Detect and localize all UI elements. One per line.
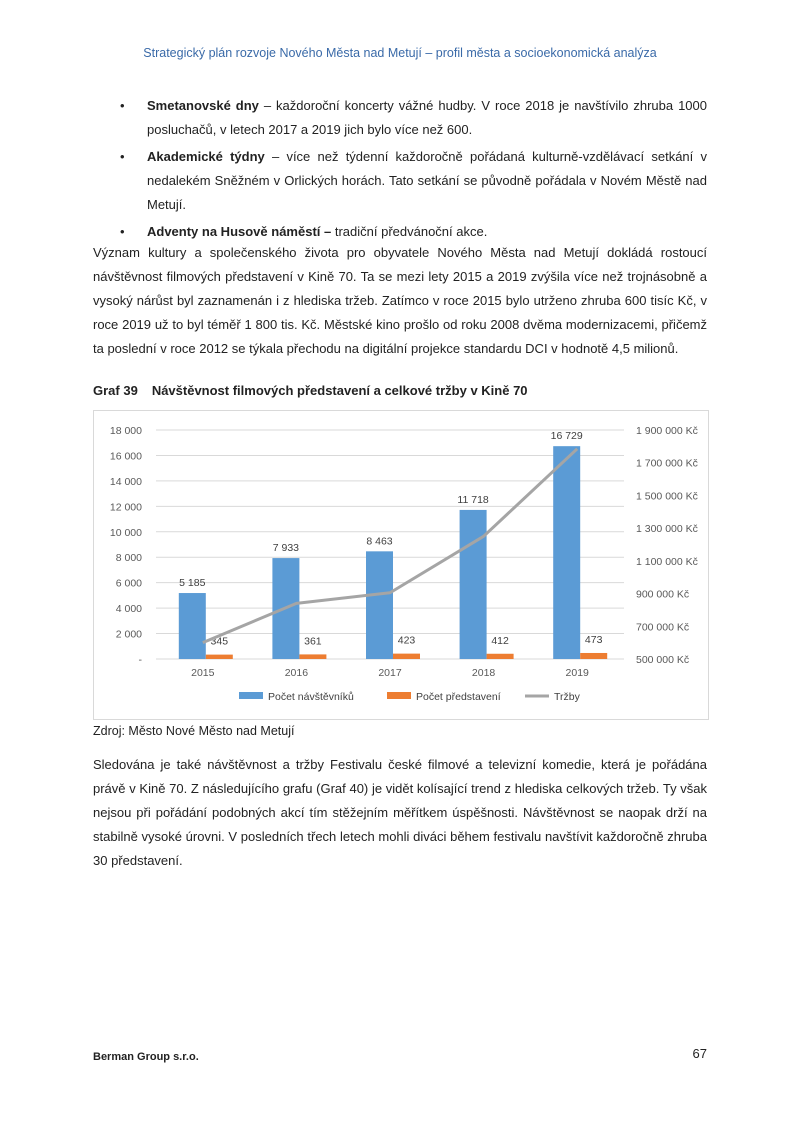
x-tick-label: 2017 (378, 667, 402, 679)
x-tick-label: 2018 (471, 667, 496, 679)
bar-shows (393, 654, 420, 659)
data-label-visitors: 7 933 (272, 542, 300, 555)
y-right-tick-label: 1 100 000 Kč (636, 555, 698, 568)
bar-visitors (179, 593, 206, 659)
bullet-text: tradiční předvánoční akce. (331, 224, 488, 239)
legend-swatch-visitors (239, 692, 263, 699)
bar-shows (487, 654, 514, 659)
bullet-title: Adventy na Husově náměstí – (147, 224, 332, 239)
y-left-tick-label: 16 000 (109, 450, 142, 463)
y-right-tick-label: 1 900 000 Kč (636, 425, 698, 437)
y-left-tick-label: 18 000 (109, 425, 142, 437)
y-left-tick-label: 14 000 (109, 475, 142, 488)
y-right-tick-label: 1 700 000 Kč (636, 457, 698, 470)
y-left-tick-label: 4 000 (115, 603, 142, 616)
legend-label: Počet představení (416, 691, 501, 703)
data-label-shows: 473 (584, 633, 603, 646)
bar-shows (580, 653, 607, 659)
paragraph-festival: Sledována je také návštěvnost a tržby Festivalu české filmové a televizní komedie, která je pořádána právě v Kině 70. Z následujícího grafu (Graf 40) je vidět kolísající trend z hlediska celkových tržeb. Ty však nejsou při pořádání podobných akcí tím stěžejním měřítkem úspěšnosti. Návštěvnost se naopak drží na stabilně vysoké úrovni. V posledních třech letech mohli diváci během festivalu navštívit každoročně zhruba 30 představení. (93, 757, 707, 868)
data-label-shows: 345 (210, 635, 229, 648)
bar-visitors (366, 551, 393, 659)
legend-label: Tržby (554, 691, 580, 703)
chart-container (93, 410, 709, 720)
bullet-item (93, 94, 707, 142)
page-number: 67 (692, 1046, 707, 1061)
bar-shows (206, 655, 233, 659)
bullet-text: – každoroční koncerty vážné hudby. V roce 2018 je navštívilo zhruba 1000 posluchačů, v letech 2017 a 2019 jich bylo více než 600. (147, 98, 707, 137)
y-right-tick-label: 1 300 000 Kč (636, 523, 698, 536)
bar-shows (299, 654, 326, 659)
y-left-tick-label: 12 000 (109, 501, 142, 514)
y-left-tick-label: 10 000 (109, 526, 142, 539)
bullet-title: Smetanovské dny (147, 98, 259, 113)
bullet-dot: • (120, 98, 125, 113)
y-left-tick-label: 8 000 (115, 552, 142, 565)
data-label-shows: 423 (397, 634, 416, 647)
data-label-shows: 412 (491, 634, 509, 647)
y-left-tick-label: 6 000 (115, 577, 142, 590)
data-label-visitors: 16 729 (550, 430, 583, 443)
data-label-visitors: 11 718 (457, 493, 489, 506)
legend-swatch-shows (387, 692, 411, 699)
y-left-tick-label: - (138, 654, 142, 666)
legend-label: Počet návštěvníků (268, 691, 354, 703)
data-label-visitors: 5 185 (179, 577, 206, 590)
x-tick-label: 2019 (565, 667, 589, 679)
y-right-tick-label: 700 000 Kč (636, 621, 690, 634)
bar-visitors (553, 446, 580, 659)
bullet-list (93, 94, 707, 247)
x-tick-label: 2016 (284, 667, 309, 679)
y-right-tick-label: 1 500 000 Kč (636, 490, 698, 503)
y-right-tick-label: 500 000 Kč (636, 654, 690, 666)
data-label-shows: 361 (304, 635, 322, 648)
page-header: Strategický plán rozvoje Nového Města nad Metují – profil města a socioekonomická analýza (143, 46, 657, 60)
bullet-text: – více než týdenní každoročně pořádaná kulturně-vzdělávací setkání v nedalekém Sněžném v Orlických horách. Tato setkání se původně pořádala v Novém Městě nad Metují. (147, 149, 707, 212)
y-left-tick-label: 2 000 (115, 628, 142, 641)
figure-title: Návštěvnost filmových představení a celkové tržby v Kině 70 (151, 383, 528, 398)
bullet-dot: • (120, 224, 125, 239)
bullet-item (93, 145, 707, 217)
footer-company: Berman Group s.r.o. (93, 1051, 199, 1063)
data-label-visitors: 8 463 (366, 535, 393, 548)
figure-caption (93, 383, 528, 398)
bullet-title: Akademické týdny (147, 149, 265, 164)
bullet-dot: • (120, 149, 125, 164)
x-tick-label: 2015 (191, 667, 215, 679)
combo-chart (94, 411, 708, 719)
bar-visitors (460, 510, 487, 659)
figure-source: Zdroj: Město Nové Město nad Metují (93, 724, 295, 738)
y-right-tick-label: 900 000 Kč (636, 588, 690, 601)
figure-label: Graf 39 (93, 383, 138, 398)
paragraph-cinema: Význam kultury a společenského života pro obyvatele Nového Města nad Metují dokládá rostoucí návštěvnost filmových představení v Kině 70. Ta se mezi lety 2015 a 2019 zvýšila více než trojnásobně a vysoký nárůst byl zaznamenán i z hlediska tržeb. Zatímco v roce 2015 bylo utrženo zhruba 600 tisíc Kč, v roce 2019 už to byl téměř 1 800 tis. Kč. Městské kino prošlo od roku 2008 dvěma modernizacemi, přičemž ta poslední v roce 2012 se týkala přechodu na digitální projekce standardu DCI v hodnotě 4,5 milionů. (93, 245, 707, 356)
